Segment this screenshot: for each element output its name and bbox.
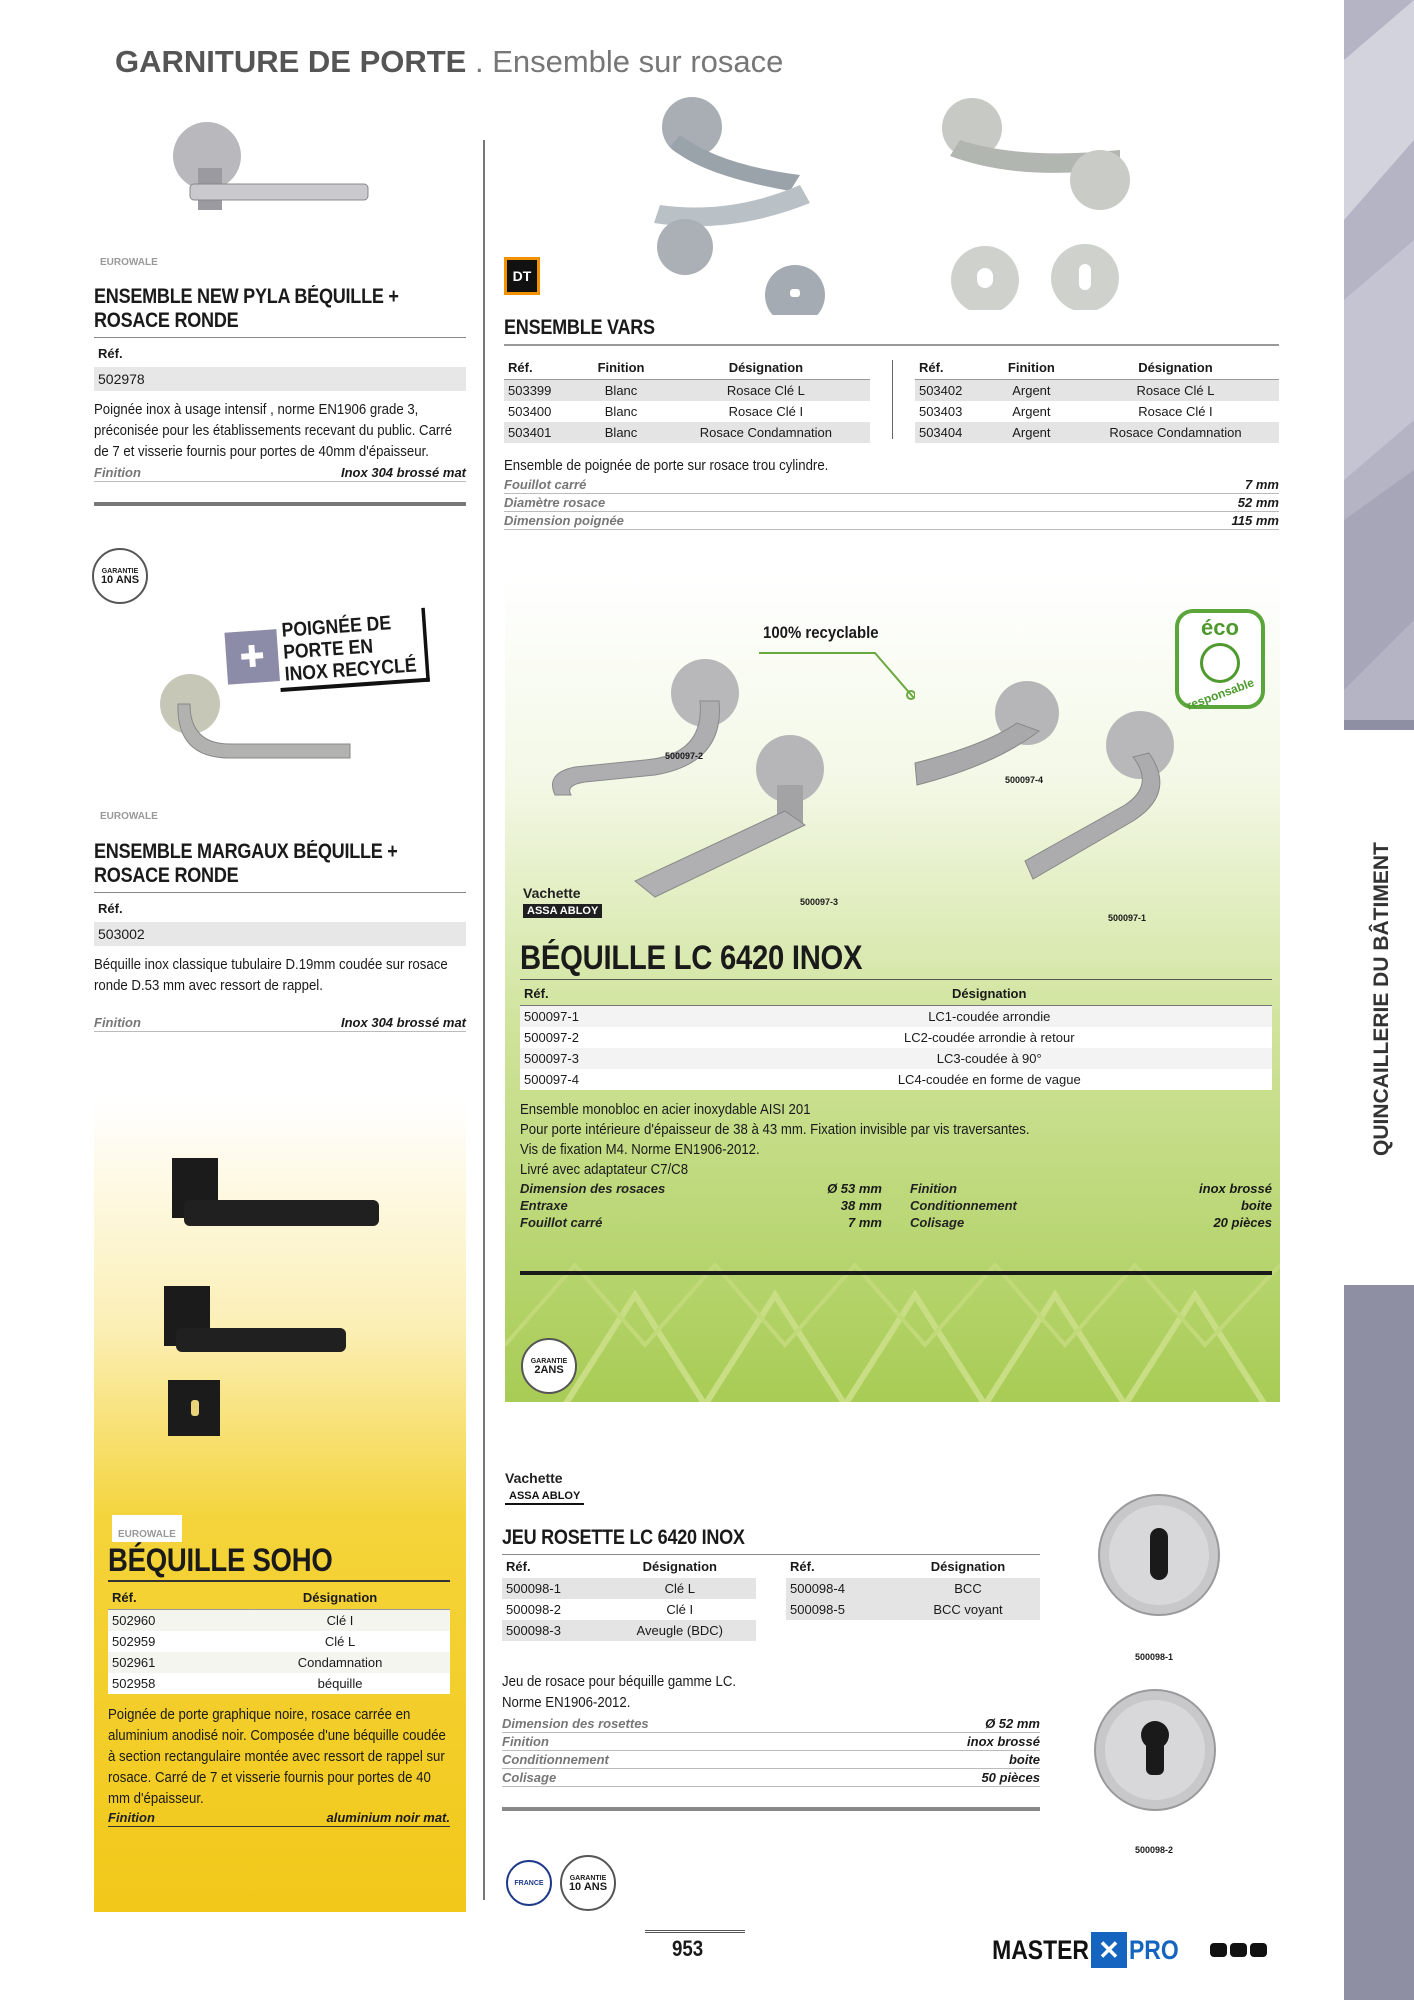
cell: Rosace Condamnation [662, 422, 870, 443]
sidebar [1344, 0, 1414, 2000]
table-row [108, 1631, 450, 1652]
france-badge-text: FRANCE [514, 1879, 544, 1887]
rosette-image-label-1: 500098-1 [1135, 1652, 1174, 1662]
spec-label: Diamètre rosace [504, 495, 606, 510]
cell: BCC voyant [896, 1599, 1040, 1620]
product-label: 500097-2 [665, 751, 704, 761]
table-row [502, 1599, 756, 1620]
vars-block [504, 316, 1279, 530]
vars-spec-row [504, 512, 1279, 530]
table-row [786, 1578, 1040, 1599]
margaux-ref: 503002 [94, 922, 466, 946]
page-number: 953 [672, 1936, 704, 1961]
pyla-finish-value: Inox 304 brossé mat [341, 465, 466, 480]
vachette-logo [523, 885, 602, 919]
lc6420-title-rule [520, 979, 1272, 980]
soho-title: BÉQUILLE SOHO [108, 1542, 333, 1578]
margaux-image [150, 672, 360, 772]
vars-spec-row [504, 476, 1279, 494]
rosette-image-2 [1090, 1685, 1220, 1815]
product-label: 500097-1 [1108, 913, 1147, 923]
sidebar-label: QUINCAILLERIE DU BÂTIMENT [1370, 842, 1393, 1156]
table-row [504, 380, 870, 402]
spec-label: Fouillot carré [520, 1215, 603, 1230]
cell: 500098-1 [502, 1578, 604, 1599]
margaux-description: Béquille inox classique tubulaire D.19mm coudée sur rosace ronde D.53 mm avec ressort de rappel. [94, 956, 448, 994]
guarantee-2-badge [521, 1338, 577, 1394]
cell: 500097-3 [520, 1048, 707, 1069]
rosette-image-label-2: 500098-2 [1135, 1845, 1174, 1855]
cell: 502958 [108, 1673, 230, 1694]
guarantee-10-badge-bottom [560, 1855, 616, 1911]
spec-value: Ø 52 mm [985, 1716, 1040, 1731]
lc6420-handles [505, 635, 1280, 935]
vars-spec-row [504, 494, 1279, 512]
col-designation: Désignation [642, 1559, 717, 1574]
cell: Argent [991, 422, 1072, 443]
soho-col-designation: Désignation [230, 1586, 450, 1610]
soho-content [108, 1542, 450, 1827]
pyla-finish-label: Finition [94, 465, 141, 480]
col-ref: Réf. [790, 1559, 815, 1574]
page-title [115, 44, 783, 80]
margaux-brand-logo: EUROWALE [100, 811, 158, 822]
recyclable-label: 100% recyclable [763, 623, 879, 642]
masterpro-star-icon: ✕ [1091, 1932, 1127, 1968]
cell: 500098-2 [506, 1602, 561, 1617]
soho-finish-value: aluminium noir mat. [326, 1810, 450, 1825]
soho-title-rule [108, 1580, 450, 1582]
col-designation: Désignation [707, 982, 1272, 1006]
spec-label: Finition [502, 1734, 549, 1749]
soho-table [108, 1586, 450, 1694]
assa-abloy-brand: ASSA ABLOY [505, 1489, 584, 1505]
rosette-bottom-rule [502, 1807, 1040, 1811]
col-ref: Réf. [506, 1559, 531, 1574]
soho-finish-label: Finition [108, 1810, 155, 1825]
rosette-tables [502, 1555, 1040, 1641]
table-row [502, 1620, 756, 1641]
col-ref: Réf. [504, 356, 580, 380]
table-row [915, 401, 1279, 422]
soho-finish-row [108, 1809, 450, 1827]
spec-label: Colisage [502, 1770, 557, 1785]
spec-row [520, 1197, 882, 1214]
spec-value: 7 mm [848, 1215, 882, 1230]
spec-label: Conditionnement [910, 1198, 1017, 1213]
description-line: Livré avec adaptateur C7/C8 [520, 1161, 689, 1178]
page-title-sub: . Ensemble sur rosace [466, 44, 784, 79]
cell: LC1-coudée arrondie [707, 1006, 1272, 1028]
assa-abloy-brand: ASSA ABLOY [523, 904, 602, 918]
spec-label: Fouillot carré [504, 477, 587, 492]
col-designation: Désignation [662, 356, 870, 380]
soho-description: Poignée de porte graphique noire, rosace carrée en aluminium anodisé noir. Composée d'une béquille coudée à section rectangulaire montée avec ressort de rappel sur rosace. Carré de 7 et visserie fournis pour portes de 40 mm d'épaisseur. [108, 1706, 446, 1807]
eco-badge-top: éco [1201, 615, 1239, 640]
spec-value: boite [1008, 1752, 1040, 1767]
cell: 503399 [504, 380, 580, 402]
guarantee-badge-top: GARANTIE [101, 568, 139, 575]
table-row [915, 380, 1279, 402]
table-row [504, 422, 870, 443]
lc6420-description [520, 1100, 1182, 1180]
eco-badge-bottom: responsable [1184, 675, 1256, 713]
product-label: 500097-3 [800, 897, 839, 907]
table-row [915, 422, 1279, 443]
vars-description: Ensemble de poignée de porte sur rosace trou cylindre. [504, 457, 829, 474]
rosette-vachette-logo [505, 1470, 584, 1505]
lc6420-specs-right [910, 1180, 1272, 1231]
rosette-image-1 [1094, 1490, 1224, 1620]
cell: 500098-3 [502, 1620, 604, 1641]
soho-image [154, 1150, 394, 1500]
cell: Rosace Clé I [728, 404, 804, 419]
dt-logo: DT [504, 257, 540, 295]
description-line: Pour porte intérieure d'épaisseur de 38 à 43 mm. Fixation invisible par vis traversantes. [520, 1121, 1030, 1138]
spec-value: Ø 53 mm [827, 1181, 882, 1196]
cell: 503401 [504, 422, 580, 443]
table-row [108, 1673, 450, 1694]
page-number-rule [645, 1930, 745, 1933]
description-line: Vis de fixation M4. Norme EN1906-2012. [520, 1141, 760, 1158]
lc6420-title: BÉQUILLE LC 6420 INOX [520, 939, 863, 977]
table-row [786, 1599, 1040, 1620]
spec-value: 115 mm [1231, 513, 1279, 528]
margaux-finish-label: Finition [94, 1015, 141, 1030]
vars-title-rule [504, 344, 1279, 346]
margaux-promo-text: POIGNÉE DE PORTE EN INOX RECYCLÉ [276, 608, 430, 692]
table-row [520, 1006, 1272, 1028]
rosette-specs [502, 1715, 1040, 1787]
table-row [502, 1578, 756, 1599]
table-row [520, 1027, 1272, 1048]
pyla-brand-logo: EUROWALE [100, 257, 158, 268]
lc6420-specs [520, 1180, 1272, 1231]
margaux-finish-value: Inox 304 brossé mat [341, 1015, 466, 1030]
cell: 502961 [108, 1652, 230, 1673]
lc6420-specs-left [520, 1180, 882, 1231]
table-row [520, 1048, 1272, 1069]
cell: 500097-2 [520, 1027, 707, 1048]
spec-row [520, 1214, 882, 1231]
spec-row [910, 1214, 1272, 1231]
product-label: 500097-4 [1005, 775, 1044, 785]
margaux-title: ENSEMBLE MARGAUX BÉQUILLE + ROSACE RONDE [94, 840, 398, 887]
masterpro-left: MASTER [992, 1934, 1089, 1965]
lc6420-bottom-rule [520, 1271, 1272, 1275]
pyla-bottom-rule [94, 502, 466, 506]
cell: Clé I [230, 1610, 450, 1632]
spec-label: Entraxe [520, 1198, 568, 1213]
spec-label: Conditionnement [502, 1752, 609, 1767]
spec-label: Colisage [910, 1215, 965, 1230]
spec-value: boite [1240, 1198, 1272, 1213]
col-ref: Réf. [520, 982, 707, 1006]
rosette-description: Jeu de rosace pour béquille gamme LC. Norme EN1906-2012. [502, 1673, 737, 1711]
cell: BCC [896, 1578, 1040, 1599]
vachette-brand: Vachette [523, 885, 581, 901]
table-row [108, 1652, 450, 1673]
vars-title: ENSEMBLE VARS [504, 316, 655, 339]
lc6420-panel [505, 575, 1280, 1402]
cell: béquille [230, 1673, 450, 1694]
cell: Blanc [604, 404, 638, 419]
margaux-finish-row [94, 1014, 466, 1032]
spec-label: Dimension poignée [504, 513, 624, 528]
soho-panel [94, 1100, 466, 1912]
cell: 500097-1 [520, 1006, 707, 1028]
rosette-table-left [502, 1555, 756, 1641]
cell: 502960 [108, 1610, 230, 1632]
vars-table-divider [892, 360, 893, 439]
margaux-title-block [94, 840, 466, 1032]
page-title-main: GARNITURE DE PORTE [115, 44, 467, 79]
rosette-title: JEU ROSETTE LC 6420 INOX [502, 1526, 745, 1549]
cell: Aveugle (BDC) [604, 1620, 756, 1641]
col-ref: Réf. [915, 356, 991, 380]
spec-row [910, 1197, 1272, 1214]
cell: Clé L [604, 1578, 756, 1599]
spec-label: Dimension des rosaces [520, 1181, 666, 1196]
rosette-table-right [786, 1555, 1040, 1620]
vars-image-argent [930, 90, 1150, 310]
guarantee-badge-main: 10 ANS [568, 1881, 608, 1893]
guarantee-badge-top: GARANTIE [569, 1875, 607, 1882]
guarantee-badge-main: 10 ANS [100, 574, 140, 586]
lc6420-content [520, 939, 1272, 1275]
cell: LC3-coudée à 90° [707, 1048, 1272, 1069]
pyla-description: Poignée inox à usage intensif , norme EN1906 grade 3, préconisée pour les établissements recevant du public. Carré de 7 et visserie fournis pour portes de 40mm d'épaisseur. [94, 401, 453, 460]
masterpro-dots-icon [1210, 1943, 1267, 1957]
soho-col-ref: Réf. [108, 1586, 230, 1610]
cell: Clé I [666, 1602, 694, 1617]
spec-value: 52 mm [1237, 495, 1279, 510]
vars-table-right [915, 356, 1279, 443]
cell: Argent [1012, 404, 1051, 419]
vars-table-left [504, 356, 870, 443]
spec-label: Finition [910, 1181, 957, 1196]
spec-value: 20 pièces [1213, 1215, 1272, 1230]
cell: Argent [991, 380, 1072, 402]
spec-row [502, 1751, 1040, 1769]
pyla-image [160, 118, 370, 218]
spec-value: 38 mm [840, 1198, 882, 1213]
spec-row [502, 1733, 1040, 1751]
sidebar-texture [1344, 0, 1414, 720]
spec-row [910, 1180, 1272, 1197]
spec-row [502, 1715, 1040, 1733]
col-designation: Désignation [930, 1559, 1006, 1574]
vachette-brand: Vachette [505, 1470, 563, 1486]
recycle-icon: ✚ [224, 629, 280, 685]
pyla-title-block [94, 285, 466, 506]
cell: 500097-4 [520, 1069, 707, 1090]
masterpro-logo [975, 1932, 1267, 1968]
table-row [520, 1069, 1272, 1090]
cell: Rosace Clé L [1072, 380, 1279, 402]
spec-row [520, 1180, 882, 1197]
cell: 500098-4 [786, 1578, 896, 1599]
vars-image-blanc [640, 95, 850, 315]
masterpro-right: PRO [1129, 1934, 1179, 1965]
cell: Condamnation [230, 1652, 450, 1673]
margaux-ref-label: Réf. [98, 901, 123, 916]
cell: Rosace Clé L [662, 380, 870, 402]
pyla-title-rule [94, 337, 466, 338]
col-finish: Finition [991, 356, 1072, 380]
cell: 503402 [915, 380, 991, 402]
guarantee-badge-top: GARANTIE [530, 1358, 568, 1365]
cell: Blanc [580, 422, 662, 443]
rosette-block [502, 1526, 1040, 1811]
col-designation: Désignation [1072, 356, 1279, 380]
spec-value: inox brossé [1199, 1181, 1272, 1196]
spec-value: 50 pièces [981, 1770, 1040, 1785]
guarantee-badge-main: 2ANS [534, 1364, 564, 1376]
soho-brand-logo: EUROWALE [112, 1515, 182, 1542]
cell: Rosace Condamnation [1072, 422, 1279, 443]
france-badge [506, 1860, 552, 1906]
pyla-ref-label: Réf. [98, 346, 123, 361]
table-row [504, 401, 870, 422]
pyla-finish-row [94, 464, 466, 482]
spec-row [502, 1769, 1040, 1787]
description-line: Ensemble monobloc en acier inoxydable AISI 201 [520, 1101, 811, 1118]
spec-value: inox brossé [967, 1734, 1040, 1749]
cell: 502959 [108, 1631, 230, 1652]
guarantee-10-badge [92, 548, 148, 604]
pyla-ref: 502978 [94, 367, 466, 391]
margaux-title-rule [94, 892, 466, 893]
cell: 503403 [918, 404, 963, 419]
cell: Clé L [230, 1631, 450, 1652]
spec-value: 7 mm [1245, 477, 1279, 492]
spec-label: Dimension des rosettes [502, 1716, 649, 1731]
pyla-title: ENSEMBLE NEW PYLA BÉQUILLE + ROSACE RONDE [94, 285, 399, 332]
col-finish: Finition [580, 356, 662, 380]
cell: 503400 [508, 404, 552, 419]
column-divider [483, 140, 485, 1900]
cell: LC2-coudée arrondie à retour [707, 1027, 1272, 1048]
cell: LC4-coudée en forme de vague [707, 1069, 1272, 1090]
cell: 503404 [915, 422, 991, 443]
cell: Rosace Clé I [1138, 404, 1213, 419]
table-row [108, 1610, 450, 1632]
cell: 500098-5 [786, 1599, 896, 1620]
vars-tables [504, 356, 1279, 443]
lc6420-table [520, 982, 1272, 1090]
cell: Blanc [580, 380, 662, 402]
